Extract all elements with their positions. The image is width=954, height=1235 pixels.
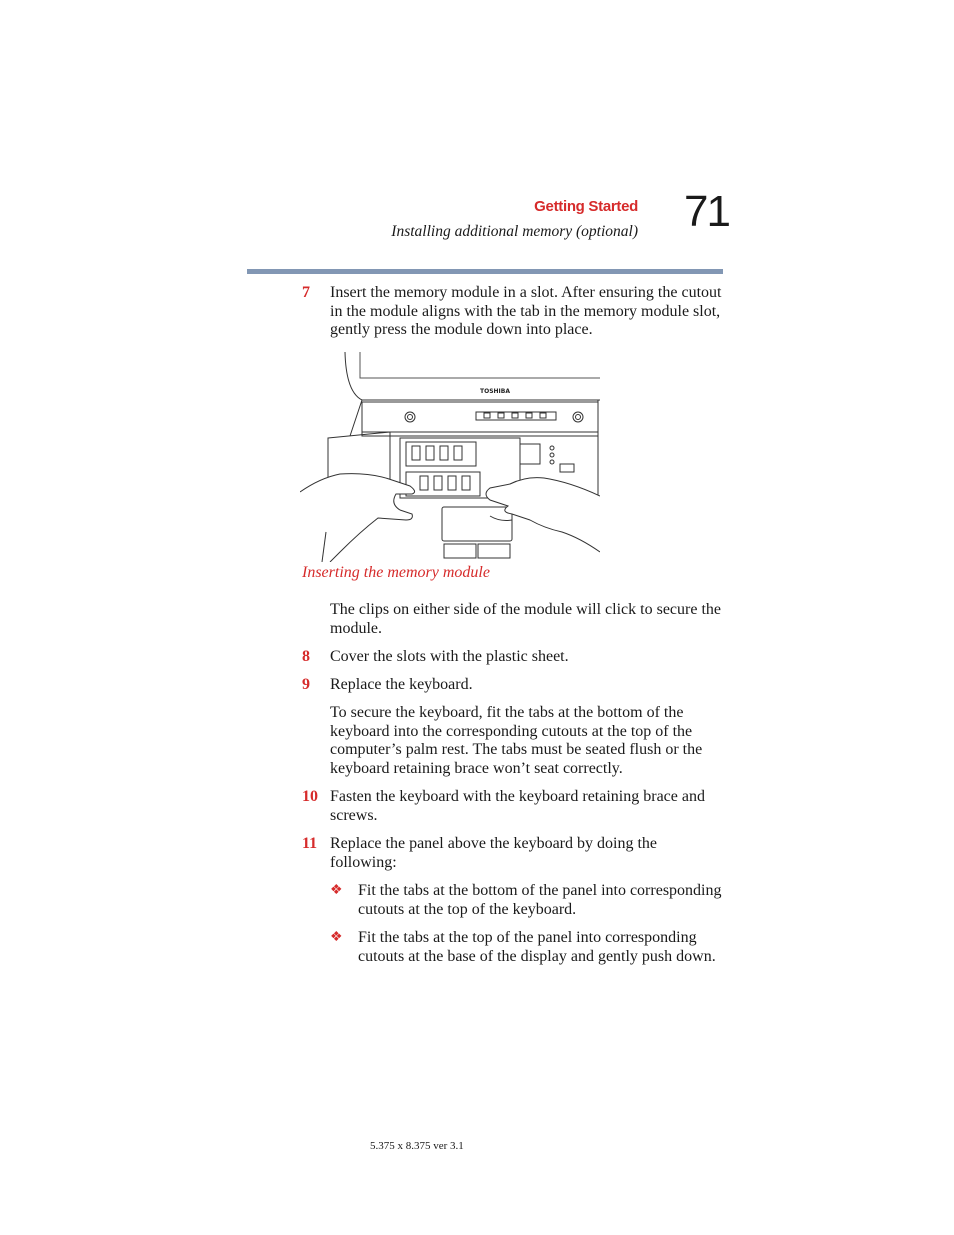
step-number: 11	[302, 835, 318, 852]
step-text: Replace the keyboard.	[330, 676, 473, 693]
step-number: 8	[302, 648, 310, 665]
footer-version: 5.375 x 8.375 ver 3.1	[370, 1140, 464, 1152]
paragraph-clips: The clips on either side of the module will click to secure the module.	[330, 601, 721, 637]
step-11	[302, 835, 722, 872]
page-number: 71	[684, 187, 729, 236]
step-7	[302, 284, 722, 340]
step-text: Replace the panel above the keyboard by doing the following:	[330, 835, 657, 871]
step-text: Fasten the keyboard with the keyboard retaining brace and screws.	[330, 788, 705, 824]
bullet-text: Fit the tabs at the top of the panel into corresponding cutouts at the base of the display and gently push down.	[358, 929, 716, 965]
header-section-title: Getting Started	[534, 198, 638, 215]
step-number: 10	[302, 788, 318, 805]
paragraph-keyboard-secure: To secure the keyboard, fit the tabs at the bottom of the keyboard into the corresponding cutouts at the top of the computer’s palm rest. The tabs must be seated flush or the keyboard retaining brace won’t seat correctly.	[330, 704, 703, 777]
memory-module-illustration	[300, 352, 600, 562]
step-text: Cover the slots with the plastic sheet.	[330, 648, 569, 665]
diamond-bullet-icon: ❖	[330, 883, 343, 898]
step-text: Insert the memory module in a slot. After ensuring the cutout in the module aligns with the tab in the memory module slot, gently press the module down into place.	[330, 284, 722, 339]
bullet-item	[330, 882, 722, 919]
step-number: 7	[302, 284, 310, 301]
header-subsection-title: Installing additional memory (optional)	[391, 223, 638, 240]
bullet-item	[330, 929, 722, 966]
figure-caption: Inserting the memory module	[302, 564, 490, 581]
diamond-bullet-icon: ❖	[330, 930, 343, 945]
bullet-text: Fit the tabs at the bottom of the panel into corresponding cutouts at the top of the keyboard.	[358, 882, 722, 918]
header-rule	[247, 269, 723, 274]
step-9	[302, 676, 722, 695]
step-10	[302, 788, 722, 825]
step-number: 9	[302, 676, 310, 693]
laptop-logo-text: TOSHIBA	[480, 388, 510, 395]
step-8	[302, 648, 722, 667]
